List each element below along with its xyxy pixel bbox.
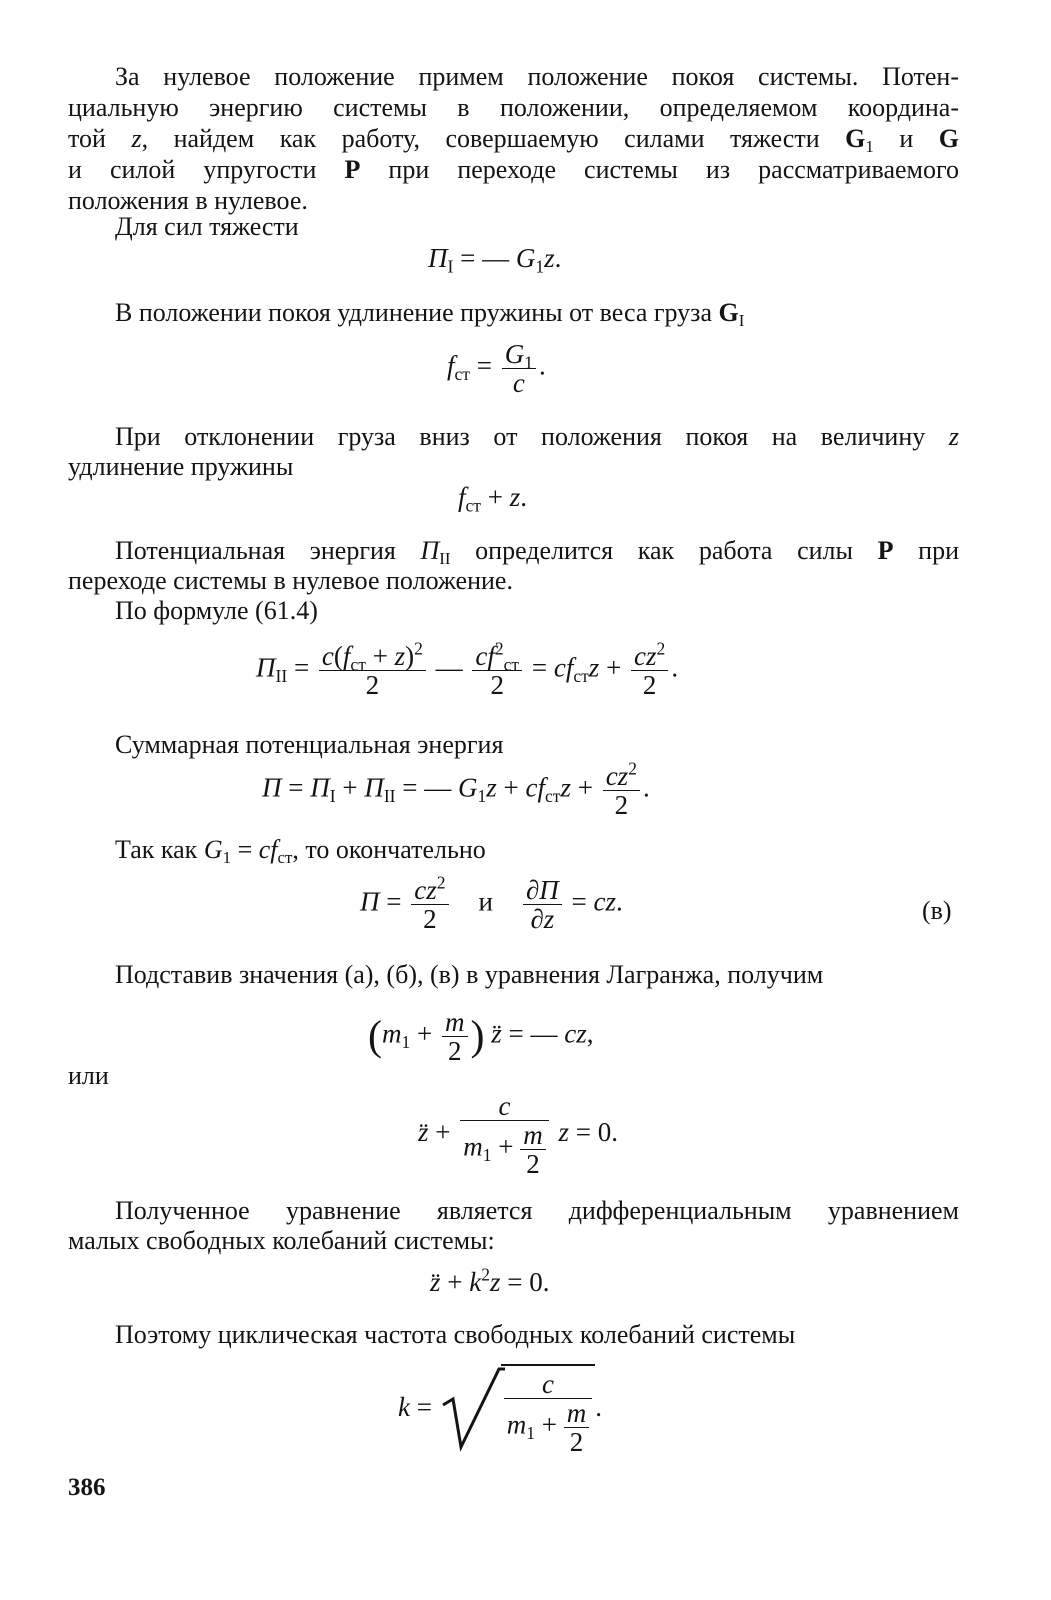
equation-elongation: $f_{ст} + z$. (458, 482, 527, 516)
equation-potential-gravity: $\Pi_I$ = — $G_1z$. (428, 243, 562, 277)
text-line: малых свободных колебаний системы: (68, 1226, 495, 1255)
equation-normalized-motion: z̈ + c $m_1$ + $\frac{m}{2}$ z = 0. (418, 1091, 618, 1179)
text-line: Полученное уравнение является дифференциальным уравнением (115, 1196, 959, 1225)
equation-motion: ($m_1$ + $\frac{m}{2}$ ) z̈ = — cz, (368, 1007, 594, 1066)
text-line: Потенциальная энергия $\Pi_{II}$ определится как работа силы P при (115, 536, 959, 569)
text-line: и силой упругости P при переходе системы из рассматриваемого (68, 155, 959, 184)
paragraph-gravity: Для сил тяжести (115, 212, 299, 241)
paragraph-since: Так как $G_1 = cf_{ст}$, то окончательно (115, 835, 486, 868)
paragraph-total: Суммарная потенциальная энергия (115, 730, 504, 759)
square-root: c $m_1$ + $\frac{m}{2}$ (439, 1364, 596, 1456)
text-line: положения в нулевое. (68, 186, 308, 215)
equation-oscillation: z̈ + $k^2z = 0$. (430, 1264, 550, 1297)
text-line: переходе системы в нулевое положение. (68, 566, 513, 595)
paragraph-rest: В положении покоя удлинение пружины от веса груза $G_I$ (115, 298, 745, 331)
page-number: 386 (68, 1474, 106, 1501)
text-line: циальную энергию системы в положении, определяемом координа- (68, 93, 959, 122)
radical-sign (439, 1365, 505, 1455)
equation-potential-spring: $\Pi_{II}$ = $\frac{c(f_{ст} + z)^2}{2}$ — $\frac{cf^2_{ст}}{2}$ = $cf_{ст}z$ + $\frac{cz^2}{2}$ . (256, 638, 679, 700)
text-line: удлинение пружины (68, 452, 294, 481)
equation-conjunction: и (478, 886, 493, 917)
equation-final-potential: Π = $\frac{cz^2}{2}$ и $\frac{\partial\Pi}{\partial z}$ = cz. (360, 872, 623, 934)
word-or: или (68, 1061, 109, 1090)
equation-static-deflection: $f_{ст}$ = $\frac{G_1}{c}$ . (447, 339, 546, 398)
equation-label: (в) (922, 896, 952, 925)
paragraph-frequency: Поэтому циклическая частота свободных колебаний системы (115, 1320, 796, 1349)
text-line: той z, найдем как работу, совершаемую силами тяжести $G_1$ и G (68, 124, 960, 157)
equation-cyclic-frequency: k = c $m_1$ + $\frac{m}{2}$ . (398, 1364, 602, 1456)
text-line: При отклонении груза вниз от положения покоя на величину z (115, 422, 959, 451)
text-line: За нулевое положение примем положение покоя системы. Потен- (115, 62, 959, 91)
equation-total-potential: $\Pi = \Pi_I + \Pi_{II}$ = — $G_1z + cf_{ст}z$ + $\frac{cz^2}{2}$ . (262, 758, 650, 820)
paragraph-formula-ref: По формуле (61.4) (115, 596, 318, 625)
paragraph-lagrange: Подставив значения (а), (б), (в) в уравнения Лагранжа, получим (115, 960, 824, 989)
